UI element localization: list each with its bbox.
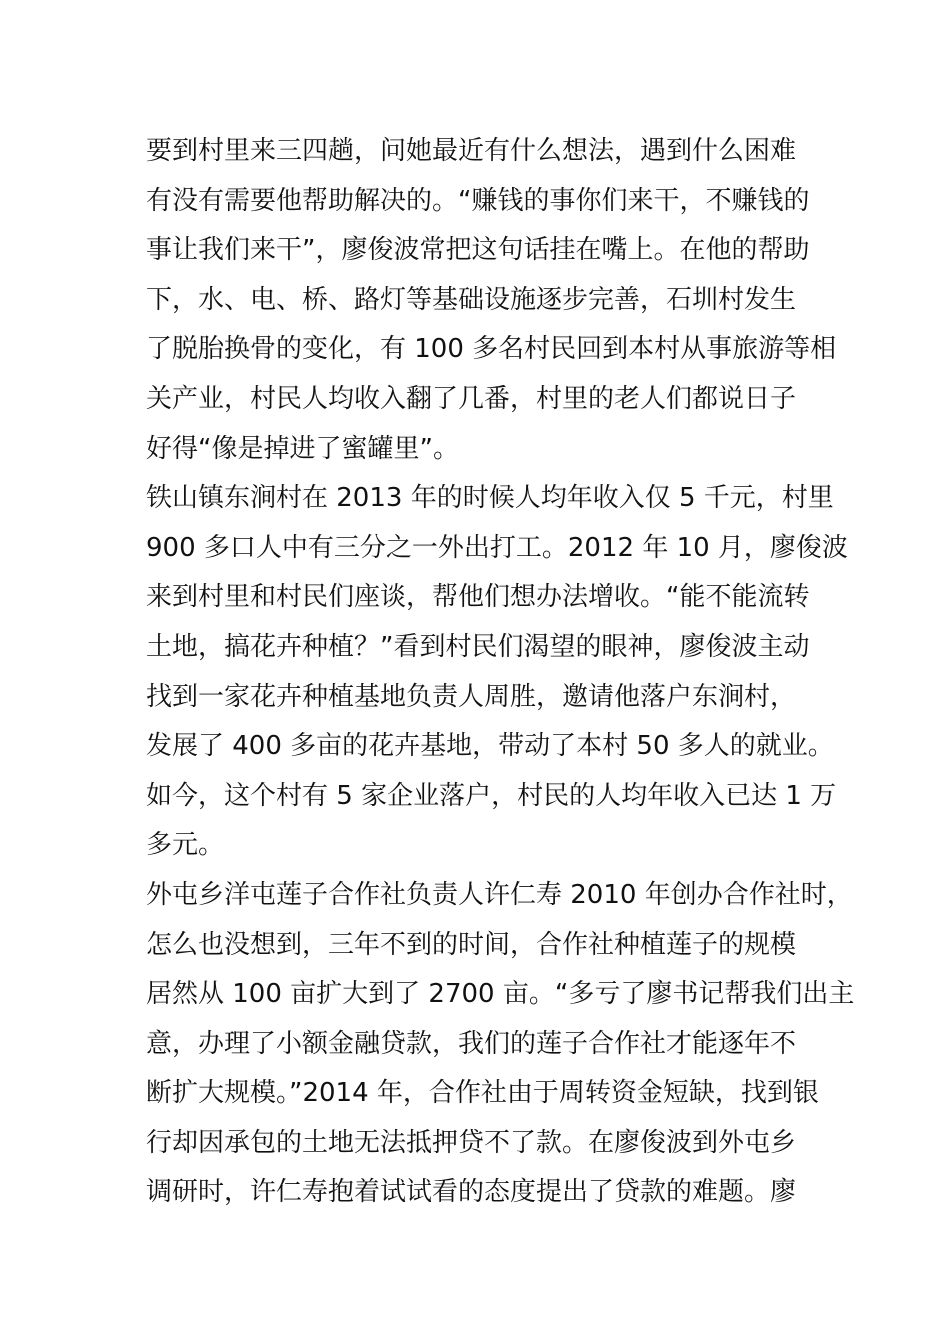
paragraph-1 xyxy=(146,127,837,474)
text-line: 铁山镇东涧村在 2013 年的时候人均年收入仅 5 千元，村里 xyxy=(146,483,834,514)
text-line: 900 多口人中有三分之一外出打工。2012 年 10 月，廖俊波 xyxy=(146,532,848,563)
body-text xyxy=(146,127,855,1218)
text-line: 找到一家花卉种植基地负责人周胜，邀请他落户东涧村， xyxy=(146,681,797,712)
text-line: 有没有需要他帮助解决的。“赚钱的事你们来干，不赚钱的 xyxy=(146,185,810,216)
text-line: 发展了 400 多亩的花卉基地，带动了本村 50 多人的就业。 xyxy=(146,731,834,762)
paragraph-3 xyxy=(146,871,855,1218)
text-line: 断扩大规模。”2014 年，合作社由于周转资金短缺，找到银 xyxy=(146,1078,819,1109)
text-line: 多元。 xyxy=(146,830,225,861)
text-line: 下，水、电、桥、路灯等基础设施逐步完善，石圳村发生 xyxy=(146,284,797,315)
text-line: 事让我们来干”，廖俊波常把这句话挂在嘴上。在他的帮助 xyxy=(146,235,810,266)
text-line: 土地，搞花卉种植？”看到村民们渴望的眼神，廖俊波主动 xyxy=(146,631,810,662)
text-line: 如今，这个村有 5 家企业落户，村民的人均年收入已达 1 万 xyxy=(146,780,837,811)
text-line: 调研时，许仁寿抱着试试看的态度提出了贷款的难题。廖 xyxy=(146,1177,797,1208)
text-line: 意，办理了小额金融贷款，我们的莲子合作社才能逐年不 xyxy=(146,1028,797,1059)
text-line: 怎么也没想到，三年不到的时间，合作社种植莲子的规模 xyxy=(146,929,797,960)
text-line: 了脱胎换骨的变化，有 100 多名村民回到本村从事旅游等相 xyxy=(146,334,837,365)
text-line: 行却因承包的土地无法抵押贷不了款。在廖俊波到外屯乡 xyxy=(146,1127,797,1158)
paragraph-2 xyxy=(146,474,848,871)
text-line: 居然从 100 亩扩大到了 2700 亩。“多亏了廖书记帮我们出主 xyxy=(146,979,855,1010)
text-line: 要到村里来三四趟，问她最近有什么想法，遇到什么困难 xyxy=(146,136,797,166)
text-line: 外屯乡洋屯莲子合作社负责人许仁寿 2010 年创办合作社时， xyxy=(146,879,853,910)
text-line: 来到村里和村民们座谈，帮他们想办法增收。“能不能流转 xyxy=(146,582,810,613)
text-line: 好得“像是掉进了蜜罐里”。 xyxy=(146,433,459,464)
text-line: 关产业，村民人均收入翻了几番，村里的老人们都说日子 xyxy=(146,383,797,414)
